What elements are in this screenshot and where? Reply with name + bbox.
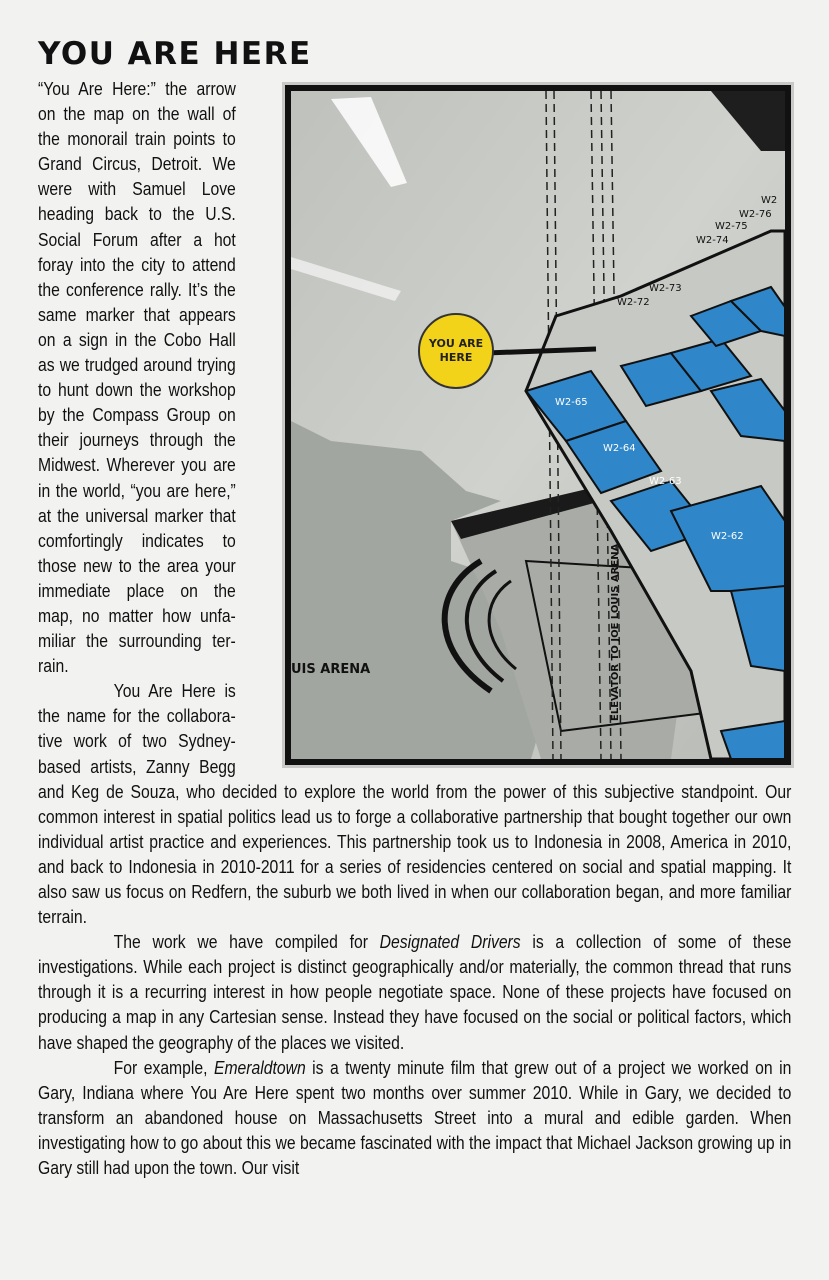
arena-label: UIS ARENA bbox=[291, 662, 371, 677]
paragraph-4-start: For example, bbox=[113, 1056, 214, 1078]
emeraldtown-title: Emeraldtown bbox=[213, 1056, 306, 1078]
room-label: W2-75 bbox=[715, 221, 748, 232]
page-title: YOU ARE HERE bbox=[38, 36, 312, 72]
marker-label-line1: YOU ARE bbox=[428, 337, 484, 350]
paragraph-3 bbox=[38, 929, 791, 1054]
room-label: W2-65 bbox=[555, 397, 588, 408]
paragraph-4-rest: is a twenty minute film that grew out of a project we worked on in Gary, Indiana where You Are Here spent two months over summer 2010. While in Gary, we decided to transform an abandoned house on Massachusetts Street into a mural and edible garden. When investigating how to go about this we became fascinated with the impact that Michael Jackson growing up in Gary still had upon the town. Our visit bbox=[38, 1056, 792, 1179]
page bbox=[38, 32, 791, 1180]
article-body bbox=[38, 76, 791, 1180]
room-label: W2-74 bbox=[696, 235, 729, 246]
elevator-label: ELEVATOR TO JOE LOUIS ARENA bbox=[610, 543, 621, 721]
designated-drivers-title: Designated Drivers bbox=[379, 931, 521, 953]
marker-label-line2: HERE bbox=[439, 351, 473, 364]
room-label: W2-72 bbox=[617, 297, 650, 308]
paragraph-3-rest: is a collection of some of these investigations. While each project is distinct geographically and/or materially, the common thread that runs through it is a recurring interest in how people negotiate space. None of these projects have focused on producing a map in any Cartesian sense. Instead they have focused on the social or political factors, which have shaped the geography of the places we visited. bbox=[38, 931, 792, 1053]
paragraph-3-start: The work we have compiled for bbox=[113, 931, 380, 953]
paragraph-1: “You Are Here:” the arrow on the map on the wall of the monorail train points to Grand Circus, Detroit. We were with Samuel Love heading back to the U.S. Social Forum after a hot foray into the city to attend the conference rally. It’s the same marker that appears on a sign in the Cobo Hall as we trudged around trying to hunt down the workshop by the Compass Group on their journeys through the Midwest. Wherever you are in the world, “you are here,” at the universal marker that comfortingly indicates to those new to the area your immediate place on the map, no matter how unfamiliar the surrounding terrain. bbox=[38, 78, 236, 677]
paragraph-4 bbox=[38, 1055, 791, 1180]
room-label: W2 bbox=[761, 195, 778, 206]
room-label: W2-76 bbox=[739, 209, 772, 220]
room-label: W2-63 bbox=[649, 476, 682, 487]
room-label: W2-62 bbox=[711, 531, 744, 542]
paragraph-2: You Are Here is the name for the collaborative work of two Sydney-based artists, Zanny Begg and Keg de Souza, who decided to explore the world from the power of this subjective standpoint. Our common interest in spatial politics lead us to forge a collaborative partnership that bought together our own individual artist practice and experiences. This partnership took us to Indonesia in 2008, America in 2010, and back to Indonesia in 2010-2011 for a series of residencies centered on social and spatial mapping. It also saw us focus on Redfern, the suburb we both lived in when our collaboration began, and more familiar terrain. bbox=[38, 680, 792, 928]
room-label: W2-73 bbox=[649, 283, 682, 294]
room-label: W2-64 bbox=[603, 443, 636, 454]
